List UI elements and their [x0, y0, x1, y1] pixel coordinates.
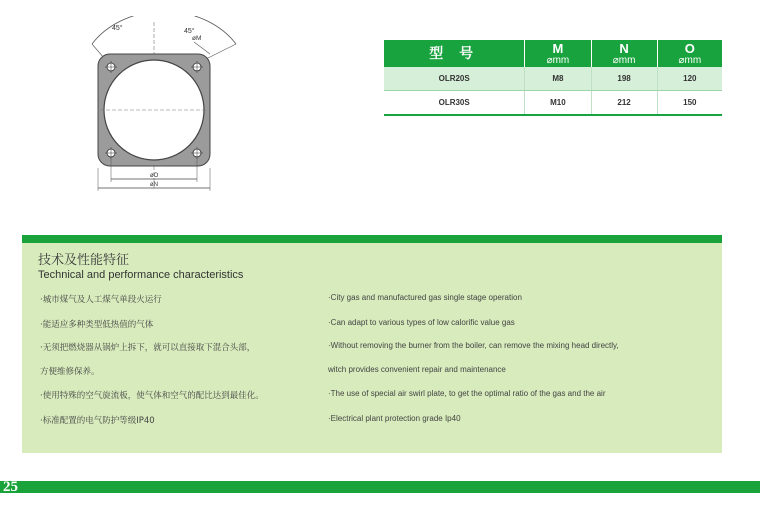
header-m-label: M	[552, 40, 564, 56]
table-header-row	[384, 40, 722, 67]
feature-en-item: ·Electrical plant protection grade Ip40	[328, 414, 461, 423]
feature-en-item: witch provides convenient repair and maintenance	[328, 365, 506, 374]
header-o-label: O	[684, 40, 695, 56]
flange-diagram	[64, 16, 264, 196]
table-row	[384, 67, 722, 91]
header-o	[657, 40, 722, 67]
angle-label-right: 45°	[184, 28, 195, 35]
panel-title-en: Technical and performance characteristics	[38, 269, 244, 281]
header-n-unit: ⌀mm	[612, 54, 636, 66]
hole-label: øM	[192, 35, 202, 42]
header-n	[591, 40, 657, 67]
feature-cn-item: ·使用特殊的空气旋流板，使气体和空气的配比达到最佳化。	[40, 391, 264, 401]
header-o-unit: ⌀mm	[678, 54, 702, 66]
header-m-unit: ⌀mm	[546, 54, 570, 66]
feature-cn-item: ·城市煤气及人工煤气单段火运行	[40, 295, 162, 305]
header-n-label: N	[619, 40, 629, 56]
panel-top-bar	[22, 235, 722, 243]
panel-title-cn: 技术及性能特征	[38, 253, 130, 268]
dim-outer-label: øN	[150, 182, 158, 188]
dim-inner-label: øO	[150, 173, 159, 179]
feature-cn-item: ·无须把燃烧器从锅炉上拆下，就可以直接取下混合头部，	[40, 343, 256, 353]
header-m	[525, 40, 591, 67]
table-row	[384, 91, 722, 116]
spec-table	[384, 40, 722, 116]
page-number: 25	[3, 479, 18, 495]
footer-bar	[0, 481, 760, 493]
cell-model: OLR30S	[384, 91, 525, 116]
header-model	[384, 40, 525, 67]
feature-en-item: ·Can adapt to various types of low calorific value gas	[328, 318, 515, 327]
feature-en-item: ·City gas and manufactured gas single stage operation	[328, 293, 522, 302]
cell-o: 120	[657, 67, 722, 91]
feature-en-item: ·Without removing the burner from the boiler, can remove the mixing head directly,	[328, 341, 619, 350]
cell-o: 150	[657, 91, 722, 116]
cell-n: 212	[591, 91, 657, 116]
feature-en-item: ·The use of special air swirl plate, to get the optimal ratio of the gas and the air	[328, 389, 606, 398]
feature-cn-item: 方便维修保养。	[40, 367, 100, 377]
angle-label-left: 45°	[112, 25, 123, 32]
cell-n: 198	[591, 67, 657, 91]
cell-m: M8	[525, 67, 591, 91]
features-panel	[22, 243, 722, 453]
feature-cn-item: ·标准配置的电气防护等级IP40	[40, 416, 155, 426]
cell-m: M10	[525, 91, 591, 116]
feature-cn-item: ·能适应多种类型低热值的气体	[40, 320, 154, 330]
cell-model: OLR20S	[384, 67, 525, 91]
header-model-label: 型 号	[429, 45, 480, 61]
